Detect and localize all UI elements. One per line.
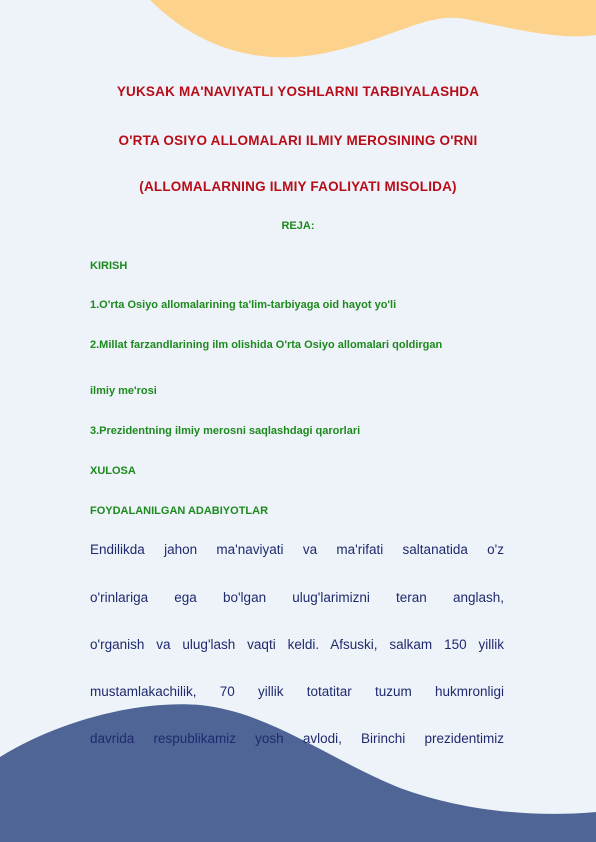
plan-item: KIRISH [90, 260, 128, 272]
plan-item: XULOSA [90, 465, 136, 477]
body-text-line: Endilikda jahon ma'naviyati va ma'rifati saltanatida o'z [90, 542, 504, 557]
body-text-line: o'rinlariga ega bo'lgan ulug'larimizni teran anglash, [90, 590, 504, 605]
plan-item: FOYDALANILGAN ADABIYOTLAR [90, 505, 269, 517]
body-text-line: o'rganish va ulug'lash vaqti keldi. Afsuski, salkam 150 yillik [90, 637, 504, 652]
body-text-line: mustamlakachilik, 70 yillik totatitar tuzum hukmronligi [90, 684, 504, 699]
body-text-line: davrida respublikamiz yosh avlodi, Birinchi prezidentimiz [90, 731, 504, 746]
plan-heading: REJA: [281, 220, 315, 232]
plan-item: 1.O'rta Osiyo allomalarining ta'lim-tarbiyaga oid hayot yo'li [90, 299, 397, 311]
plan-item: 2.Millat farzandlarining ilm olishida O'rta Osiyo allomalari qoldirgan [90, 339, 443, 351]
document-title-line-1: YUKSAK MA'NAVIYATLI YOSHLARNI TARBIYALASHDA [116, 84, 480, 99]
document-title-line-3: (ALLOMALARNING ILMIY FAOLIYATI MISOLIDA) [139, 179, 457, 194]
plan-item: 3.Prezidentning ilmiy merosni saqlashdagi qarorlari [90, 425, 361, 437]
plan-item: ilmiy me'rosi [90, 385, 157, 397]
document-title-line-2: O'RTA OSIYO ALLOMALARI ILMIY MEROSINING O'RNI [118, 133, 478, 148]
